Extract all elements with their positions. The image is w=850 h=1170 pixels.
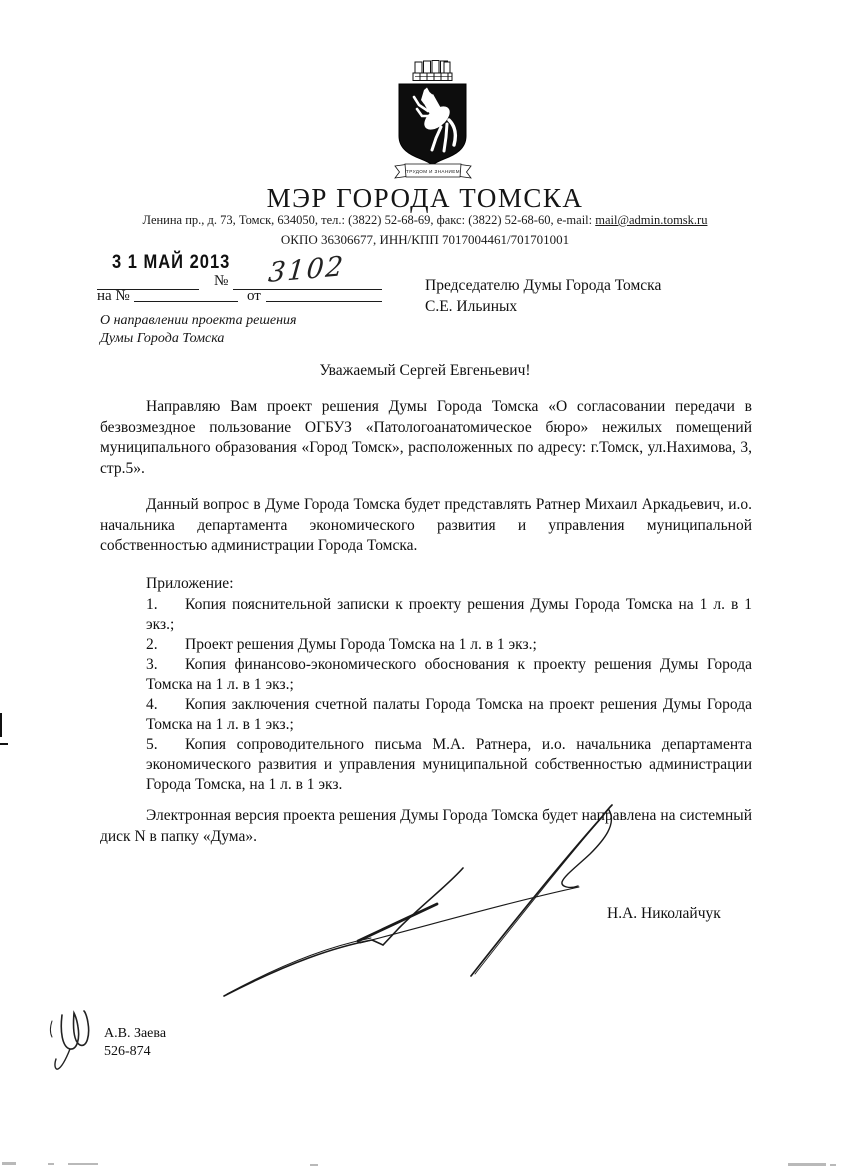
attachment-number: 2. <box>146 636 158 653</box>
reply-date-underline <box>266 301 382 302</box>
number-label: № <box>214 273 229 289</box>
scan-artifact-edge-line <box>0 713 2 737</box>
attachment-item <box>146 635 752 655</box>
paragraph-3: Электронная версия проекта решения Думы Города Томска будет направлена на системный диск N в папку «Дума». <box>100 807 752 845</box>
reply-from-label: от <box>247 288 261 304</box>
attachment-text: Копия финансово-экономического обоснования к проекту решения Думы Города Томска на 1 л. в 1 экз.; <box>146 656 752 693</box>
attachment-item <box>146 595 752 635</box>
attachment-item <box>146 695 752 735</box>
registration-codes: ОКПО 36306677, ИНН/КПП 7017004461/701701001 <box>280 232 570 247</box>
recipient-position: Председателю Думы Города Томска <box>425 277 662 294</box>
scan-artifact-edge-dash <box>0 743 8 745</box>
contact-line <box>0 213 850 228</box>
motto-text: ТРУДОМ И ЗНАНИЕМ <box>406 168 460 174</box>
organization-title: МЭР ГОРОДА ТОМСКА <box>266 183 584 213</box>
signer-name: Н.А. Николайчук <box>607 905 721 922</box>
attachments-label: Приложение: <box>146 575 234 592</box>
mural-crown-icon <box>413 61 452 81</box>
attachment-text: Копия сопроводительного письма М.А. Ратнера, и.о. начальника департамента экономического развития и управления муниципальной собственностью администрации Города Томска, на 1 л. в 1 экз. <box>146 736 752 793</box>
attachment-item <box>146 655 752 695</box>
executor-name: А.В. Заева <box>104 1026 167 1041</box>
tomsk-coat-of-arms <box>394 58 472 182</box>
salutation: Уважаемый Сергей Евгеньевич! <box>319 362 531 379</box>
attachment-number: 4. <box>146 696 158 713</box>
attachment-text: Проект решения Думы Города Томска на 1 л. в 1 экз.; <box>185 636 537 653</box>
handwritten-number: 3102 <box>267 250 347 289</box>
executor-phone: 526-874 <box>104 1044 151 1059</box>
paragraph-1: Направляю Вам проект решения Думы Города Томска «О согласовании передачи в безвозмездное пользование ОГБУЗ «Патологоанатомическое бюро» нежилых помещений муниципального образования «Город Томск», расположенных по адресу: г.Томск, ул.Нахимова, 3, стр.5». <box>100 398 752 477</box>
date-stamp: 3 1 МАЙ 2013 <box>112 252 231 273</box>
address-text: Ленина пр., д. 73, Томск, 634050, тел.: (3822) 52-68-69, факс: (3822) 52-68-60, e-mail: <box>142 213 596 227</box>
attachment-number: 1. <box>146 596 158 613</box>
email-text: mail@admin.tomsk.ru <box>595 213 708 227</box>
attachment-text: Копия заключения счетной палаты Города Томска на проект решения Думы Города Томска на 1 л. в 1 экз.; <box>146 696 752 733</box>
recipient-block <box>425 275 661 317</box>
attachment-text: Копия пояснительной записки к проекту решения Думы Города Томска на 1 л. в 1 экз.; <box>146 596 752 633</box>
executor-handwritten-mark <box>44 1005 106 1077</box>
attachments-list <box>146 595 752 795</box>
subject-line-2: Думы Города Томска <box>100 331 225 346</box>
reply-number-underline <box>134 301 238 302</box>
subject-line <box>100 312 297 348</box>
recipient-name: С.Е. Ильиных <box>425 298 518 315</box>
executor-block <box>104 1025 166 1061</box>
attachment-number: 3. <box>146 656 158 673</box>
attachment-item <box>146 735 752 795</box>
paragraph-2: Данный вопрос в Думе Города Томска будет представлять Ратнер Михаил Аркадьевич, и.о. начальника департамента экономического развития и управления муниципальной собственностью администрации Города Томска. <box>100 496 752 554</box>
reply-to-label: на № <box>97 288 130 304</box>
attachment-number: 5. <box>146 736 158 753</box>
subject-line-1: О направлении проекта решения <box>100 313 297 328</box>
